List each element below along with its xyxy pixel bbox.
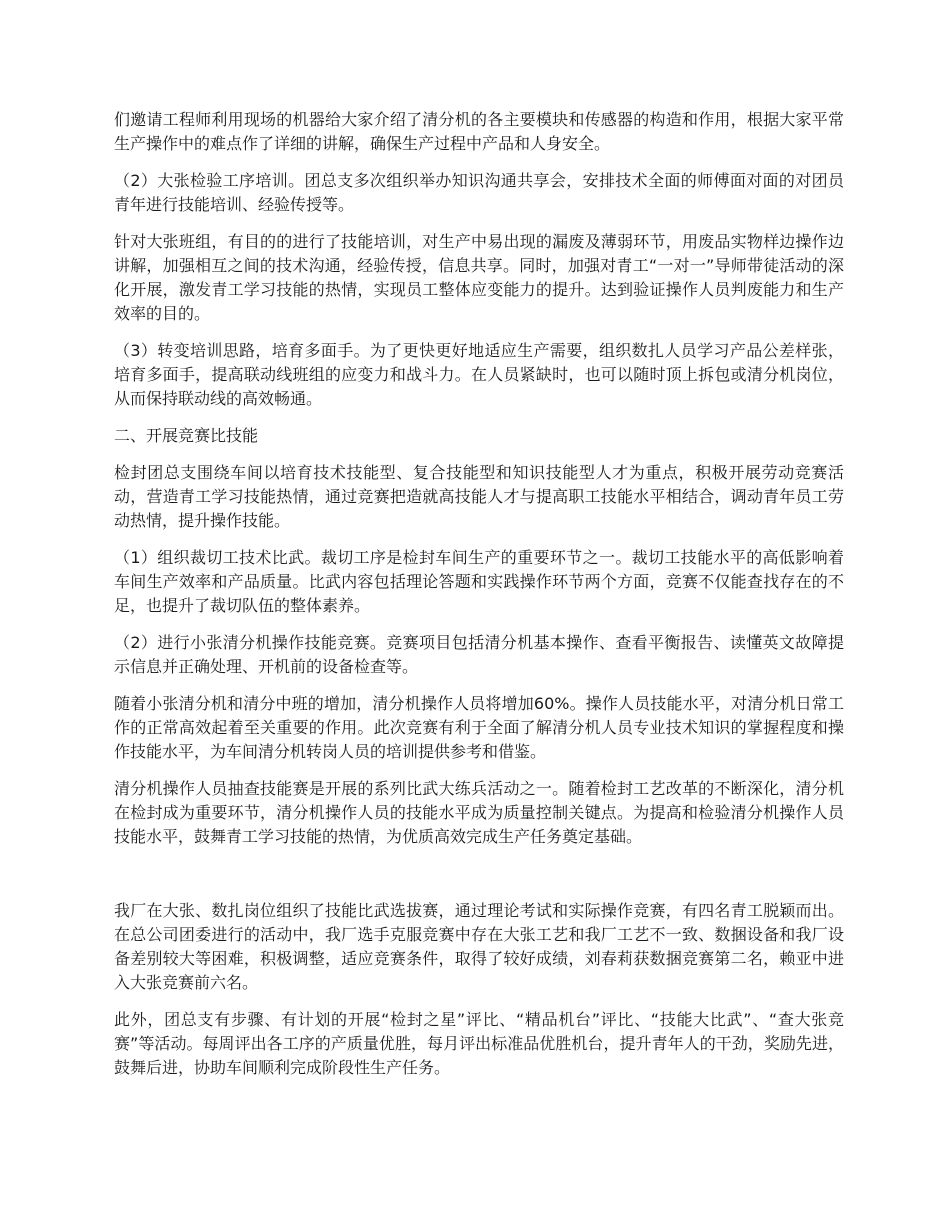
paragraph-activities: 此外，团总支有步骤、有计划的开展“检封之星”评比、“精品机台”评比、“技能大比武”、“查大张竞赛”等活动。每周评出各工序的产质量优胜，每月评出标准品优胜机台，提升青年人的干劲，奖励先进，鼓舞后进，协助车间顺利完成阶段性生产任务。 (114, 1010, 844, 1077)
paragraph-multi-skilled-training: （3）转变培训思路，培育多面手。为了更快更好地适应生产需要，组织数扎人员学习产品公差样张，培育多面手，提高联动线班组的应变力和战斗力。在人员紧缺时，也可以随时顶上拆包或清分机岗位，从而保持联动线的高效畅通。 (114, 341, 844, 408)
paragraph-sheet-inspection-training: （2）大张检验工序培训。团总支多次组织举办知识沟通共享会，安排技术全面的师傅面对面的对团员青年进行技能培训、经验传授等。 (114, 171, 844, 214)
paragraph-selection-contest: 我厂在大张、数扎岗位组织了技能比武选拔赛，通过理论考试和实际操作竞赛，有四名青工脱颖而出。在总公司团委进行的活动中，我厂选手克服竞赛中存在大张工艺和我厂工艺不一致、数捆设备和我厂设备差别较大等困难，积极调整，适应竞赛条件，取得了较好成绩，刘春莉获数捆竞赛第二名，赖亚中进入大张竞赛前六名。 (114, 901, 844, 992)
paragraph-team-skill-training: 针对大张班组，有目的的进行了技能培训，对生产中易出现的漏废及薄弱环节，用废品实物样边操作边讲解，加强相互之间的技术沟通，经验传授，信息共享。同时，加强对青工“一对一”导师带徒活动的深化开展，激发青工学习技能的热情，实现员工整体应变能力的提升。达到验证操作人员判废能力和生产效率的目的。 (114, 232, 844, 323)
paragraph-competition-overview: 检封团总支围绕车间以培育技术技能型、复合技能型和知识技能型人才为重点，积极开展劳动竞赛活动，营造青工学习技能热情，通过竞赛把造就高技能人才与提高职工技能水平相结合，调动青年员工劳动热情，提升操作技能。 (114, 463, 844, 530)
paragraph-sorter-spot-check: 清分机操作人员抽查技能赛是开展的系列比武大练兵活动之一。随着检封工艺改革的不断深化，清分机在检封成为重要环节，清分机操作人员的技能水平成为质量控制关键点。为提高和检验清分机操作人员技能水平，鼓舞青工学习技能的热情，为优质高效完成生产任务奠定基础。 (114, 779, 844, 846)
paragraph-engineer-intro: 们邀请工程师利用现场的机器给大家介绍了清分机的各主要模块和传感器的构造和作用，根据大家平常生产操作中的难点作了详细的讲解，确保生产过程中产品和人身安全。 (114, 110, 844, 153)
paragraph-cutting-contest: （1）组织裁切工技术比武。裁切工序是检封车间生产的重要环节之一。裁切工技能水平的高低影响着车间生产效率和产品质量。比武内容包括理论答题和实践操作环节两个方面，竞赛不仅能查找存在的不足，也提升了裁切队伍的整体素养。 (114, 548, 844, 615)
document-page (114, 108, 844, 1093)
paragraph-spacer (114, 862, 844, 899)
paragraph-sorter-staff-increase: 随着小张清分机和清分中班的增加，清分机操作人员将增加60%。操作人员技能水平，对清分机日常工作的正常高效起着至关重要的作用。此次竞赛有利于全面了解清分机人员专业技术知识的掌握程度和操作技能水平，为车间清分机转岗人员的培训提供参考和借鉴。 (114, 694, 844, 761)
paragraph-sorter-contest: （2）进行小张清分机操作技能竞赛。竞赛项目包括清分机基本操作、查看平衡报告、读懂英文故障提示信息并正确处理、开机前的设备检查等。 (114, 633, 844, 676)
section-heading-competition: 二、开展竞赛比技能 (114, 426, 259, 445)
